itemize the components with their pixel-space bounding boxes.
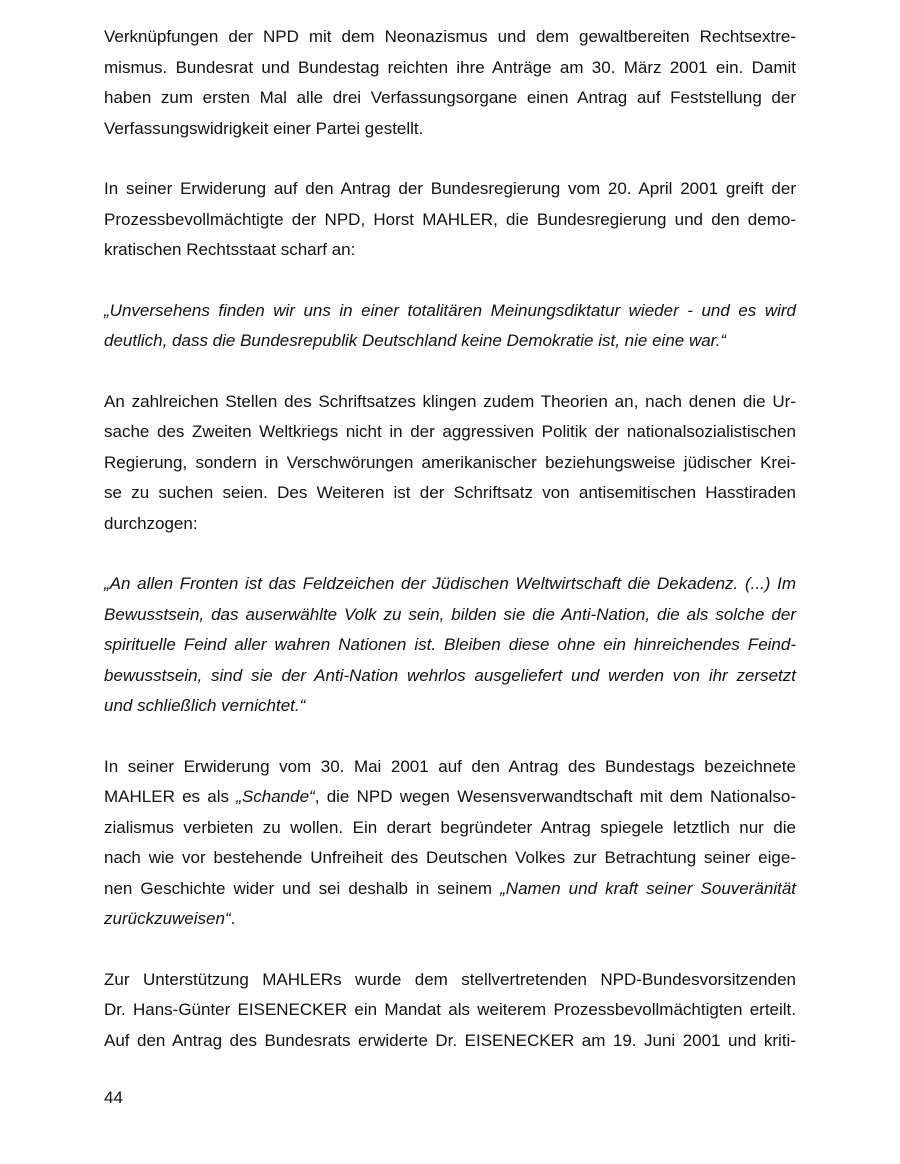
paragraph xyxy=(104,174,796,266)
text-line: An zahlreichen Stellen des Schriftsatzes klingen zudem Theorien an, nach denen die Ur- xyxy=(104,391,796,411)
text-line: Prozessbevollmächtigte der NPD, Horst MAHLER, die Bundesregierung und den demo- xyxy=(104,209,796,229)
quote-line: deutlich, dass die Bundesrepublik Deutschland keine Demokratie ist, nie eine war.“ xyxy=(104,331,727,350)
text-line: Regierung, sondern in Verschwörungen amerikanischer beziehungsweise jüdischer Krei- xyxy=(104,452,796,472)
text-line: se zu suchen seien. Des Weiteren ist der Schriftsatz von antisemitischen Hasstiraden xyxy=(104,483,796,502)
text-line: zialismus verbieten zu wollen. Ein derart begründeter Antrag spiegele letztlich nur die xyxy=(104,817,796,837)
quote-line: bewusstsein, sind sie der Anti-Nation wehrlos ausgeliefert und werden von ihr zersetzt xyxy=(104,665,796,685)
text-line: Verfassungswidrigkeit einer Partei gestellt. xyxy=(104,118,424,138)
text-line: Zur Unterstützung MAHLERs wurde dem stellvertretenden NPD-Bundesvorsitzenden xyxy=(104,969,796,989)
block-quote xyxy=(104,296,796,357)
quote-line: spirituelle Feind aller wahren Nationen ist. Bleiben diese ohne ein hinreichendes Feind- xyxy=(104,635,796,654)
quoted-term: „Schande“ xyxy=(236,787,315,806)
document-body xyxy=(104,22,796,1056)
text-line xyxy=(104,874,796,905)
text-line: kratischen Rechtsstaat scharf an: xyxy=(104,240,356,259)
text-line: Dr. Hans-Günter EISENECKER ein Mandat als weiterem Prozessbevollmächtigten erteilt. xyxy=(104,1000,796,1019)
page-number: 44 xyxy=(104,1088,123,1107)
text-line: sache des Zweiten Weltkriegs nicht in der aggressiven Politik der nationalsozialistischen xyxy=(104,422,796,441)
quote-line: „Unversehens finden wir uns in einer totalitären Meinungsdiktatur wieder - und es wird xyxy=(104,300,796,320)
paragraph xyxy=(104,387,796,540)
text-line: mismus. Bundesrat und Bundestag reichten ihre Anträge am 30. März 2001 ein. Damit xyxy=(104,57,796,77)
quote-line: „An allen Fronten ist das Feldzeichen der Jüdischen Weltwirtschaft die Dekadenz. (...) Im xyxy=(104,574,796,593)
text-run: , die NPD wegen Wesensverwandtschaft mit dem Nationalso- xyxy=(314,787,796,806)
quoted-term: „Namen und kraft seiner Souveränität xyxy=(500,878,796,898)
text-run: . xyxy=(230,909,236,928)
text-line xyxy=(104,904,796,935)
quoted-term: zurückzuweisen“ xyxy=(104,909,231,928)
text-line: Verknüpfungen der NPD mit dem Neonazismus und dem gewaltbereiten Rechtsextre- xyxy=(104,27,796,46)
quote-line: und schließlich vernichtet.“ xyxy=(104,696,306,715)
block-quote xyxy=(104,569,796,722)
paragraph xyxy=(104,965,796,1057)
text-run: nen Geschichte wider und sei deshalb in seinem xyxy=(104,878,501,898)
text-line: In seiner Erwiderung vom 30. Mai 2001 auf den Antrag des Bundestags bezeichnete xyxy=(104,756,796,776)
text-line: nach wie vor bestehende Unfreiheit des Deutschen Volkes zur Betrachtung seiner eige- xyxy=(104,848,796,867)
paragraph xyxy=(104,752,796,935)
text-line: Auf den Antrag des Bundesrats erwiderte Dr. EISENECKER am 19. Juni 2001 und kriti- xyxy=(104,1030,796,1050)
text-line: haben zum ersten Mal alle drei Verfassungsorgane einen Antrag auf Feststellung der xyxy=(104,88,796,107)
text-run: MAHLER es als xyxy=(104,787,237,806)
text-line: durchzogen: xyxy=(104,513,198,533)
quote-line: Bewusstsein, das auserwählte Volk zu sein, bilden sie die Anti-Nation, die als solche der xyxy=(104,604,796,624)
text-line: In seiner Erwiderung auf den Antrag der Bundesregierung vom 20. April 2001 greift der xyxy=(104,179,796,198)
paragraph xyxy=(104,22,796,144)
text-line xyxy=(104,782,796,813)
